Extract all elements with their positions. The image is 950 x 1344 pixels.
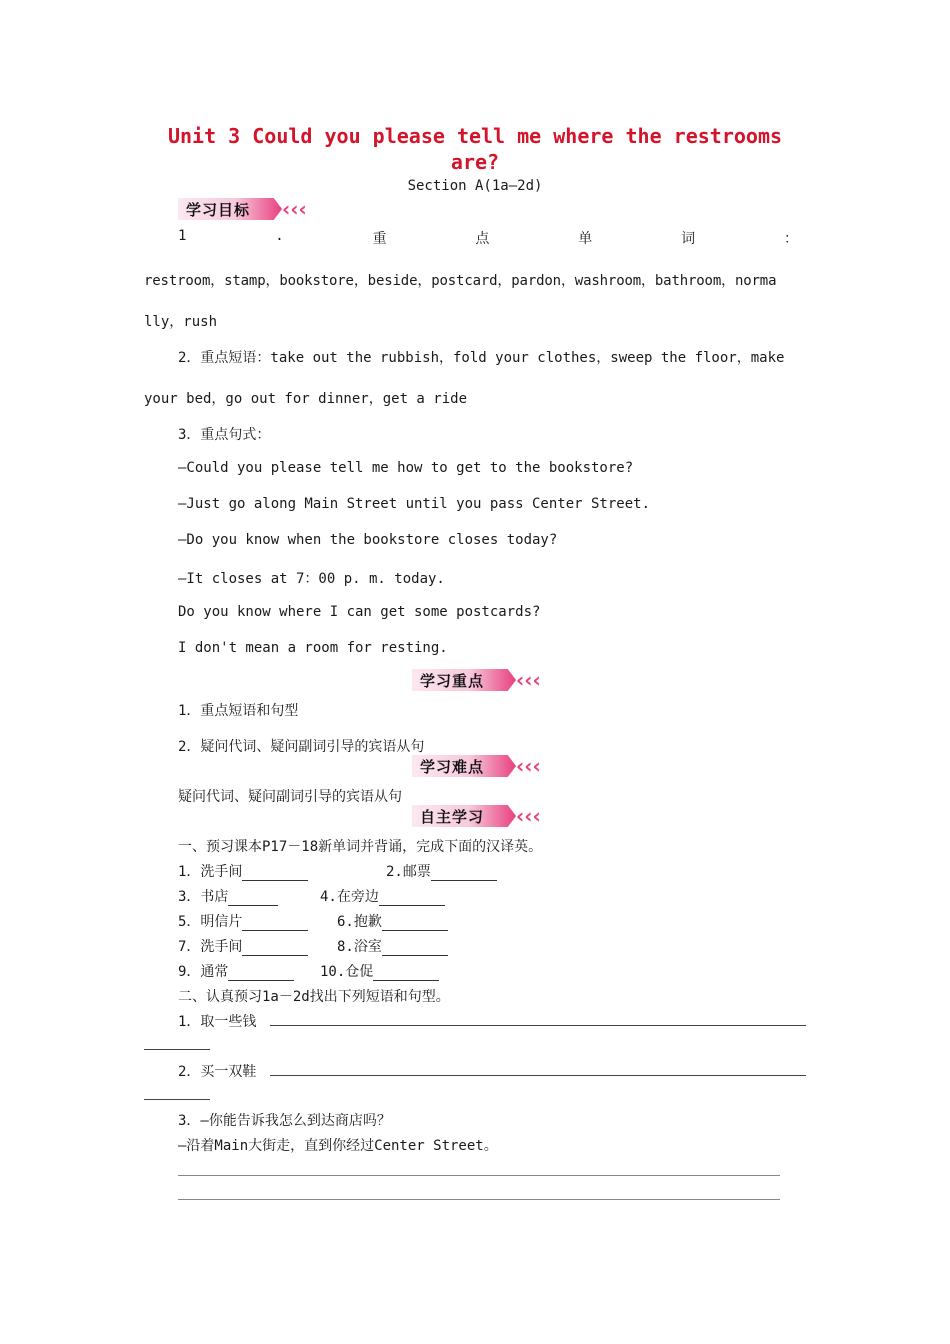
focus-item-1: 1．重点短语和句型 bbox=[178, 703, 299, 719]
difficulty-badge-label: 学习难点 bbox=[420, 758, 485, 776]
sentence-2: —Just go along Main Street until you pass Center Street. bbox=[178, 496, 651, 512]
chevrons-icon: ‹‹‹ bbox=[282, 197, 307, 221]
answer-blank[interactable] bbox=[382, 941, 448, 956]
section-subtitle: Section A(1a—2d) bbox=[407, 178, 543, 194]
vocab-row: 6.抱歉 bbox=[337, 911, 448, 931]
phrase-2-label: 2．买一双鞋 bbox=[178, 1064, 257, 1080]
answer-line[interactable] bbox=[178, 1175, 780, 1176]
vocab-row: 1．洗手间 bbox=[178, 861, 308, 881]
vocab-row: 2.邮票 bbox=[386, 861, 497, 881]
chevrons-icon: ‹‹‹ bbox=[516, 754, 541, 778]
page-title-continued: are? bbox=[450, 150, 500, 174]
phrase-1-label: 1．取一些钱 bbox=[178, 1014, 257, 1030]
part1-heading: 一、预习课本P17－18新单词并背诵，完成下面的汉译英。 bbox=[178, 839, 543, 855]
question-3: 3．—你能告诉我怎么到达商店吗？ bbox=[178, 1113, 391, 1129]
vocab-row: 9．通常 bbox=[178, 961, 294, 981]
answer-blank[interactable] bbox=[431, 866, 497, 881]
answer-blank[interactable] bbox=[242, 941, 308, 956]
answer-blank[interactable] bbox=[382, 916, 448, 931]
page-title: Unit 3 Could you please tell me where the restrooms bbox=[167, 124, 783, 148]
answer-blank[interactable] bbox=[228, 966, 294, 981]
chevrons-icon: ‹‹‹ bbox=[516, 804, 541, 828]
self-study-badge-label: 自主学习 bbox=[420, 808, 485, 826]
vocab-row: 5．明信片 bbox=[178, 911, 308, 931]
answer-line[interactable] bbox=[144, 1049, 210, 1050]
objective-1-heading: 1 . 重 点 单 词 ： bbox=[178, 228, 798, 247]
answer-blank[interactable] bbox=[373, 966, 439, 981]
vocab-row: 10.仓促 bbox=[320, 961, 439, 981]
objective-2-phrases: 2．重点短语：take out the rubbish，fold your clothes，sweep the floor，make bbox=[178, 350, 785, 366]
sentence-4: —It closes at 7：00 p. m. today. bbox=[178, 571, 445, 587]
objective-3-heading: 3．重点句式： bbox=[178, 427, 271, 443]
objective-1-words: restroom，stamp，bookstore，beside，postcard，pardon，washroom，bathroom，norma bbox=[144, 273, 777, 289]
focus-badge-label: 学习重点 bbox=[420, 672, 485, 690]
answer-blank[interactable] bbox=[242, 916, 308, 931]
part2-heading: 二、认真预习1a－2d找出下列短语和句型。 bbox=[178, 989, 450, 1005]
objective-1-words-cont: lly，rush bbox=[144, 314, 218, 330]
sentence-6: I don't mean a room for resting. bbox=[178, 640, 448, 656]
self-study-badge bbox=[412, 805, 588, 829]
answer-blank[interactable] bbox=[379, 891, 445, 906]
focus-item-2: 2．疑问代词、疑问副词引导的宾语从句 bbox=[178, 739, 425, 755]
objectives-badge-label: 学习目标 bbox=[186, 201, 251, 219]
objectives-badge bbox=[178, 198, 354, 222]
question-3-answer-prompt: —沿着Main大街走，直到你经过Center Street。 bbox=[178, 1138, 498, 1154]
vocab-row: 8.浴室 bbox=[337, 936, 448, 956]
sentence-3: —Do you know when the bookstore closes today? bbox=[178, 532, 558, 548]
sentence-1: —Could you please tell me how to get to the bookstore? bbox=[178, 460, 634, 476]
answer-line[interactable] bbox=[144, 1099, 210, 1100]
vocab-row: 4.在旁边 bbox=[320, 886, 445, 906]
answer-blank[interactable] bbox=[242, 866, 308, 881]
difficulty-badge bbox=[412, 755, 588, 779]
vocab-row: 7．洗手间 bbox=[178, 936, 308, 956]
sentence-5: Do you know where I can get some postcards? bbox=[178, 604, 541, 620]
answer-line[interactable] bbox=[270, 1025, 806, 1026]
chevrons-icon: ‹‹‹ bbox=[516, 668, 541, 692]
answer-blank[interactable] bbox=[228, 891, 278, 906]
answer-line[interactable] bbox=[270, 1075, 806, 1076]
difficulty-text: 疑问代词、疑问副词引导的宾语从句 bbox=[178, 789, 402, 805]
vocab-row: 3．书店 bbox=[178, 886, 278, 906]
focus-badge bbox=[412, 669, 588, 693]
objective-2-phrases-cont: your bed，go out for dinner，get a ride bbox=[144, 391, 468, 407]
answer-line[interactable] bbox=[178, 1199, 780, 1200]
